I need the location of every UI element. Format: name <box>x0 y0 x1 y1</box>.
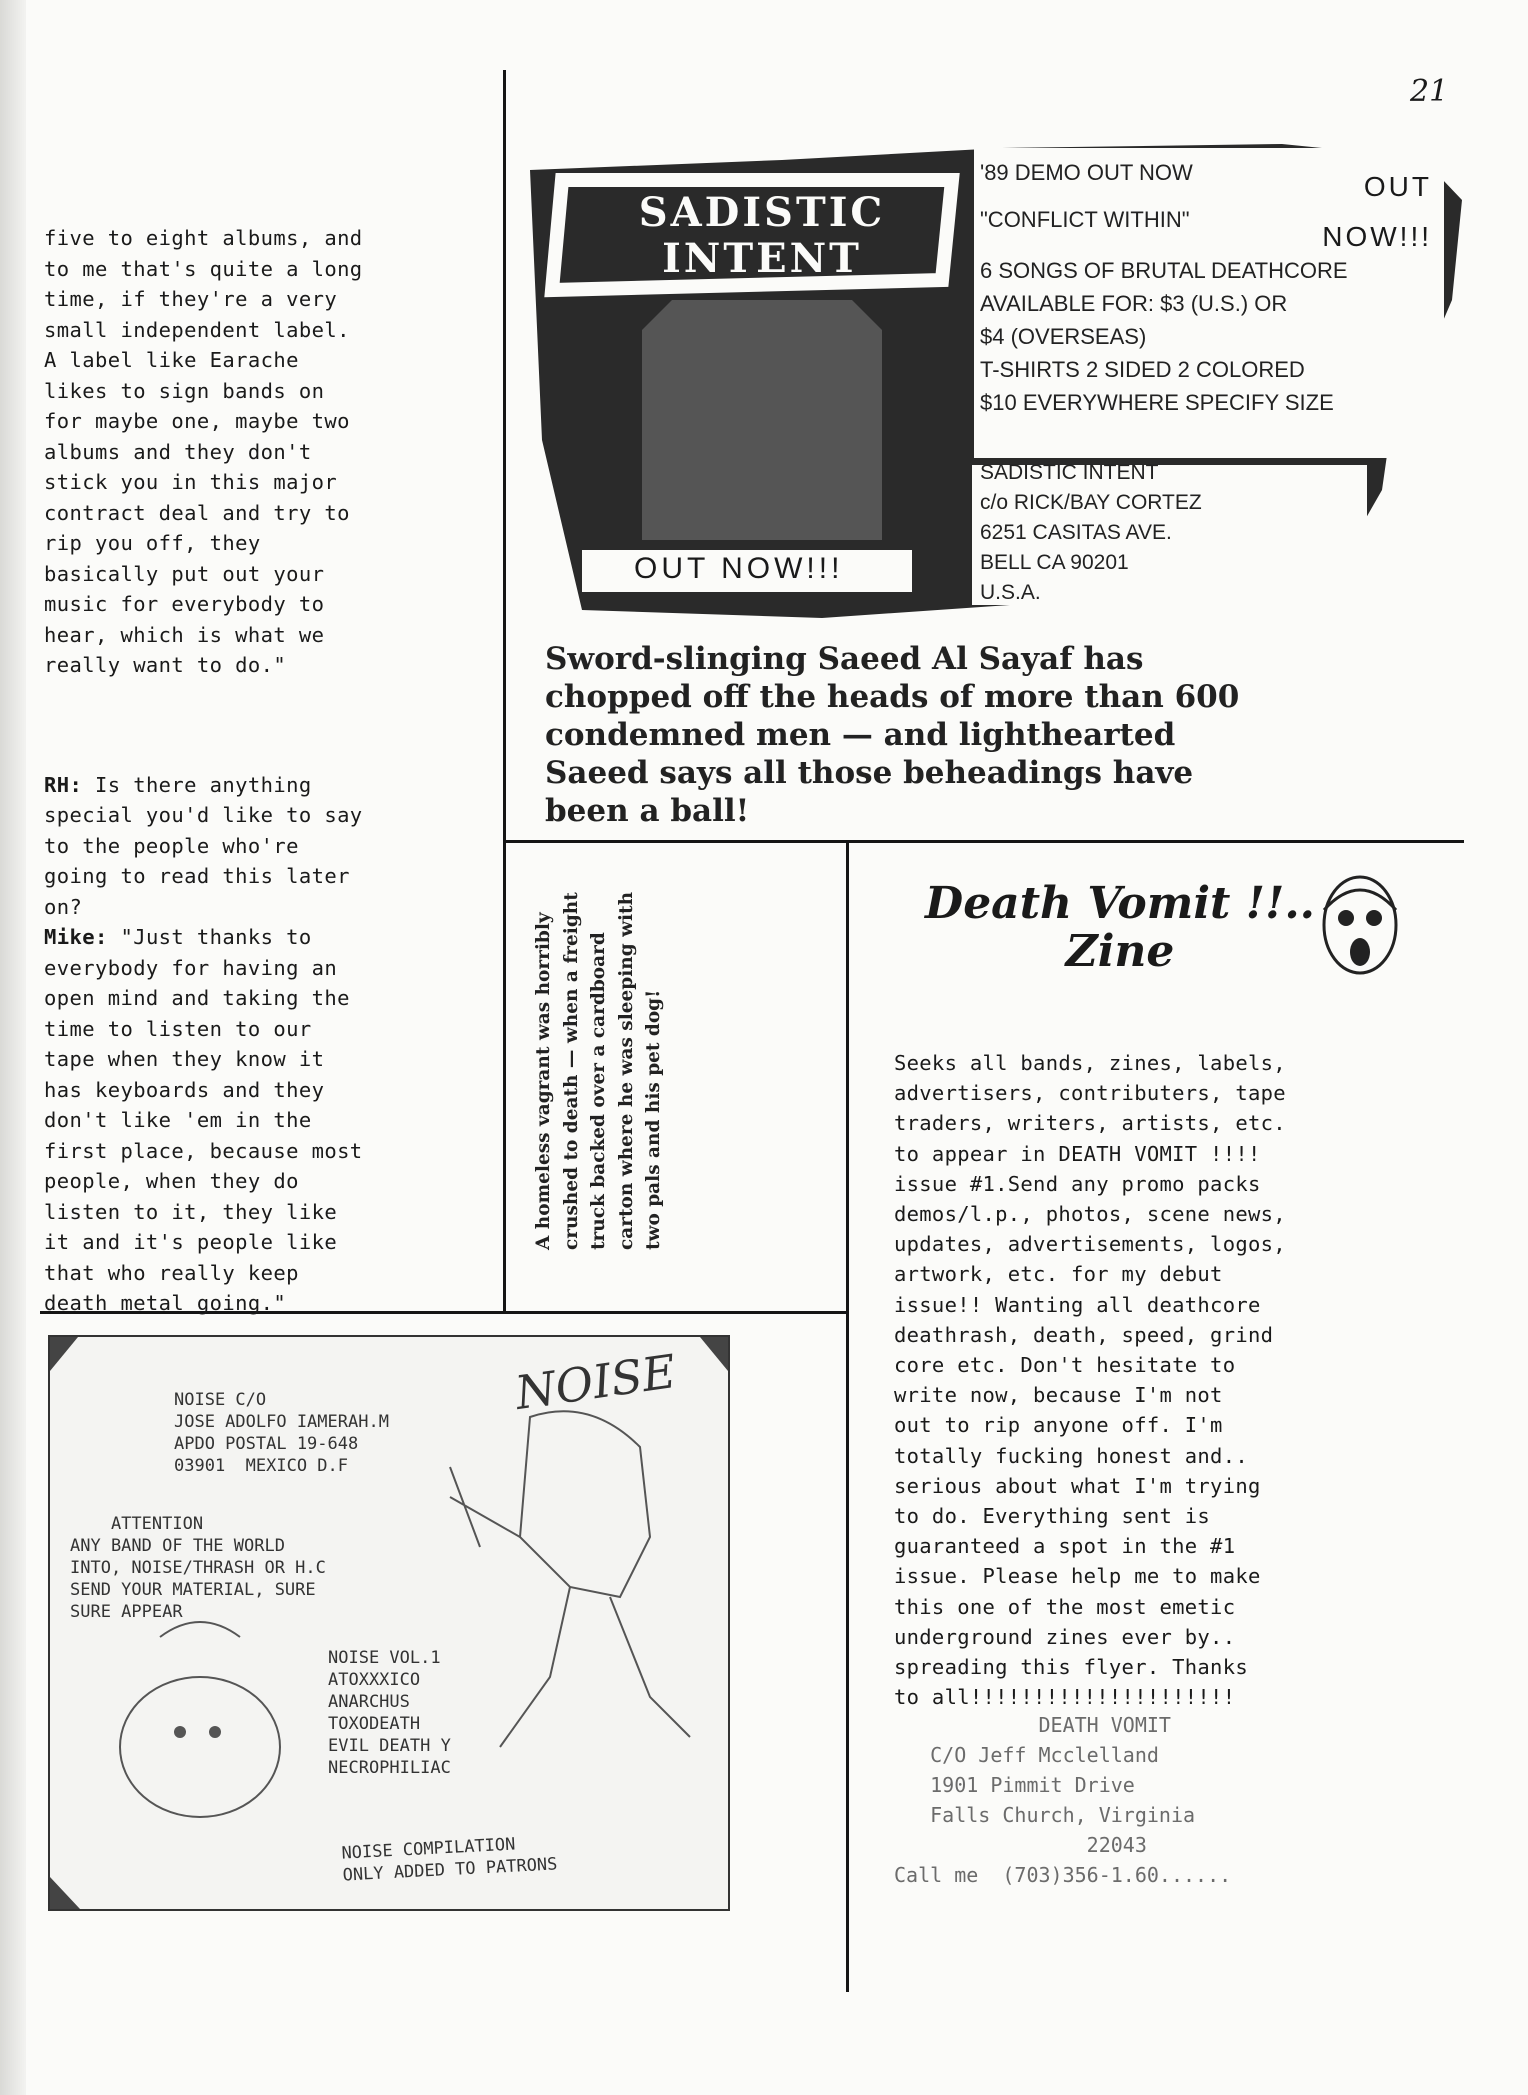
horizontal-rule-middle <box>503 840 1464 843</box>
address-line: SADISTIC INTENT <box>980 461 1159 484</box>
death-vomit-address: DEATH VOMIT C/O Jeff Mcclelland 1901 Pimmit Drive Falls Church, Virginia 22043 Call me (703)356-1.60...... <box>894 1713 1232 1887</box>
noise-attention: ATTENTION ANY BAND OF THE WORLD INTO, NOISE/THRASH OR H.C SEND YOUR MATERIAL, SURE SURE APPEAR <box>70 1514 326 1622</box>
question-text: Is there anything special you'd like to say to the people who're going to read this later on? <box>44 772 363 919</box>
sadistic-intent-ad <box>522 140 1466 625</box>
noise-compilation: NOISE VOL.1 ATOXXXICO ANARCHUS TOXODEATH EVIL DEATH Y NECROPHILIAC <box>328 1648 451 1778</box>
address-line: BELL CA 90201 <box>980 551 1129 574</box>
skull-face-icon <box>1310 870 1410 990</box>
death-vomit-body: Seeks all bands, zines, labels, advertisers, contributers, tape traders, writers, artists, etc. to appear in DEATH VOMIT !!!! issue #1.Send any promo packs demos/l.p., photos, scene news, updates, advertisements, logos, artwork, etc. for my debut issue!! Wanting all deathcore deathrash, death, speed, grind core etc. Don't hesitate to write now, because I'm not out to rip anyone off. I'm totally fucking honest and.. serious about what I'm trying to do. Everything sent is guaranteed a spot in the #1 issue. Please help me to make this one of the most emetic underground zines ever by.. spreading this flyer. Thanks to all!!!!!!!!!!!!!!!!!!!!! <box>894 1051 1286 1710</box>
ad-line: AVAILABLE FOR: $3 (U.S.) OR <box>980 291 1288 316</box>
ad-line: 6 SONGS OF BRUTAL DEATHCORE <box>980 258 1348 283</box>
ad-line: "CONFLICT WITHIN" <box>980 207 1190 232</box>
ad-line: $4 (OVERSEAS) <box>980 324 1147 349</box>
title-line-2: Zine <box>1065 926 1175 977</box>
noise-address: NOISE C/O JOSE ADOLFO IAMERAH.M APDO POSTAL 19-648 03901 MEXICO D.F <box>174 1390 389 1476</box>
noise-illustration <box>50 1337 728 1909</box>
out-now-bottom: OUT NOW!!! <box>634 552 844 585</box>
title-line-1: Death Vomit !!.. <box>925 878 1315 929</box>
address-line: U.S.A. <box>980 581 1041 604</box>
binding-edge <box>0 0 26 2095</box>
page-number: 21 <box>1410 74 1449 109</box>
sadistic-intent-logo: SADISTIC INTENT <box>638 189 886 282</box>
ad-line: $10 EVERYWHERE SPECIFY SIZE <box>980 390 1334 415</box>
question-speaker: RH: <box>44 772 83 797</box>
ad-line: T-SHIRTS 2 SIDED 2 COLORED <box>980 357 1305 382</box>
address-line: c/o RICK/BAY CORTEZ <box>980 491 1202 514</box>
vertical-rule-top <box>503 70 506 1312</box>
ad-line: '89 DEMO OUT NOW <box>980 160 1193 185</box>
noise-logo: NOISE <box>512 1344 680 1420</box>
vertical-rule-right <box>846 840 849 1992</box>
interview-column <box>44 162 484 1377</box>
death-vomit-title <box>905 880 1335 976</box>
beheading-caption: Sword-slinging Saeed Al Sayaf has chopped off the heads of more than 600 condemned men — and lighthearted Saeed says all those beheadings have been a ball! <box>545 641 1240 829</box>
answer-text: "Just thanks to everybody for having an open mind and taking the time to listen to our tape when they know it has keyboards and they don't like 'em in the first place, because most people, when they do listen to it, they like it and it's people like that who really keep death metal going." <box>44 925 363 1315</box>
noise-footer: NOISE COMPILATION ONLY ADDED TO PATRONS <box>341 1834 558 1886</box>
noise-flyer <box>48 1335 730 1911</box>
address-line: 6251 CASITAS AVE. <box>980 521 1172 544</box>
vagrant-clipping: A homeless vagrant was horribly crushed to death — when a freight truck backed over a cardboard carton where he was sleeping with two pals and his pet dog! <box>533 891 664 1250</box>
ad-address <box>980 458 1202 608</box>
out-now-right: OUT NOW!!! <box>1322 171 1432 252</box>
answer-speaker: Mike: <box>44 925 108 949</box>
interview-question <box>44 770 484 1319</box>
interview-paragraph: five to eight albums, and to me that's quite a long time, if they're a very small independent label. A label like Earache likes to sign bands on for maybe one, maybe two albums and they don't stick you in this major contract deal and try to rip you off, they basically put out your music for everybody to hear, which is what we really want to do." <box>44 226 363 677</box>
